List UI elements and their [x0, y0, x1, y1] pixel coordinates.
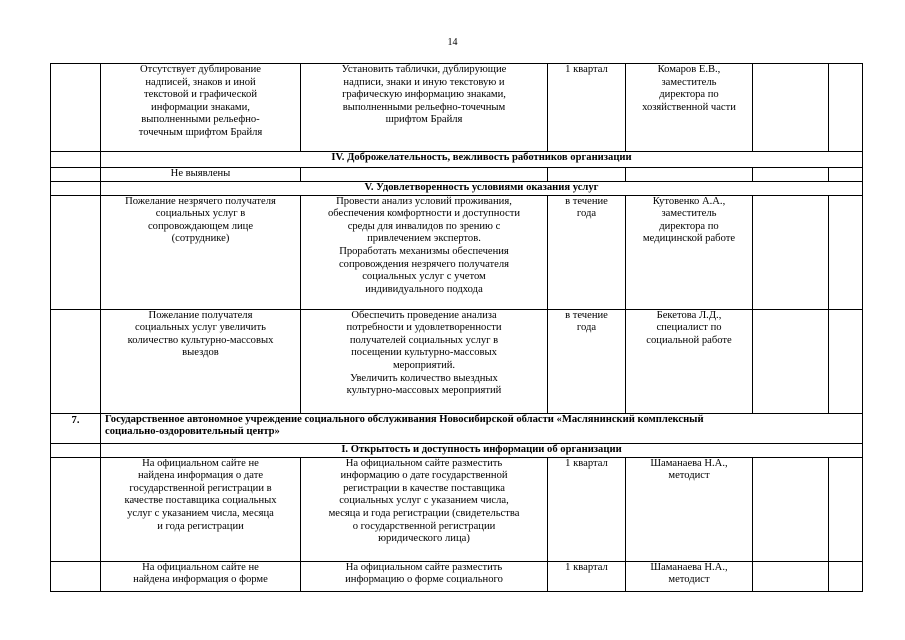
- date-cell: [829, 457, 863, 561]
- problem-cell-line: и года регистрации: [157, 520, 244, 532]
- table-row: [51, 168, 863, 182]
- result-cell: [753, 309, 829, 413]
- problem-cell-line: найдена информация о дате: [137, 470, 264, 482]
- section-heading: I. Открытость и доступность информации об организации: [101, 443, 863, 457]
- responsible-cell-line: директора по: [659, 220, 719, 232]
- measure-cell-line: графическую информацию знаками,: [342, 89, 506, 101]
- problem-cell-line: государственной регистрации в: [129, 482, 272, 494]
- measure-cell-line: Проработать механизмы обеспечения: [339, 245, 509, 257]
- responsible-cell-line: методист: [668, 574, 710, 586]
- responsible-cell-line: специалист по: [656, 322, 722, 334]
- org-name-line: Государственное автономное учреждение социального обслуживания Новосибирской области «Маслянинский комплексный: [105, 413, 704, 425]
- responsible-cell-line: заместитель: [661, 76, 717, 88]
- action-plan-table: [50, 63, 863, 592]
- problem-cell-line: На официальном сайте не: [142, 457, 259, 469]
- problem-cell: [101, 457, 301, 561]
- measure-cell-line: привлечением экспертов.: [367, 233, 481, 245]
- responsible-cell-line: медицинской работе: [642, 233, 736, 245]
- problem-cell: [101, 309, 301, 413]
- result-cell: [753, 561, 829, 591]
- responsible-cell-line: заместитель: [661, 208, 717, 220]
- measure-cell-line: Обеспечить проведение анализа: [351, 309, 497, 321]
- measure-cell-line: выполненными рельефно-точечным: [342, 101, 506, 113]
- measure-cell: [301, 561, 548, 591]
- number-cell: [51, 64, 101, 152]
- measure-cell: [301, 64, 548, 152]
- term-cell-line: года: [576, 322, 597, 334]
- problem-cell: [101, 64, 301, 152]
- responsible-cell-line: Комаров Е.В.,: [657, 64, 721, 75]
- term-cell: [548, 561, 626, 591]
- measure-cell-line: о государственной регистрации: [352, 520, 496, 532]
- result-cell: [753, 457, 829, 561]
- measure-cell-line: среды для инвалидов по зрению с: [347, 220, 501, 232]
- problem-cell-line: точечным шрифтом Брайля: [138, 126, 263, 138]
- measure-cell-line: регистрации в качестве поставщика: [343, 482, 505, 494]
- result-cell: [753, 64, 829, 152]
- responsible-cell-line: директора по: [659, 89, 719, 101]
- org-number: 7.: [51, 413, 101, 443]
- measure-cell-line: посещении культурно-массовых: [351, 347, 497, 359]
- measure-cell-line: культурно-массовых мероприятий: [346, 385, 502, 397]
- problem-cell-line: количество культурно-массовых: [127, 334, 274, 346]
- responsible-cell-line: Бекетова Л.Д.,: [656, 309, 722, 321]
- problem-cell-line: социальных услуг увеличить: [135, 322, 266, 334]
- measure-cell-line: сопровождения незрячего получателя: [338, 258, 510, 270]
- measure-cell-line: социальных услуг с указанием числа,: [339, 495, 509, 507]
- problem-cell-line: текстовой и графической: [143, 89, 257, 101]
- term-cell: [548, 195, 626, 309]
- number-cell: [51, 181, 101, 195]
- term-cell: [548, 168, 626, 182]
- responsible-cell-line: социальной работе: [646, 334, 732, 346]
- responsible-cell: [626, 561, 753, 591]
- number-cell: [51, 152, 101, 168]
- responsible-cell-line: Шаманаева Н.А.,: [650, 457, 728, 469]
- date-cell: [829, 309, 863, 413]
- number-cell: [51, 168, 101, 182]
- problem-cell-line: надписей, знаков и иной: [145, 76, 256, 88]
- measure-cell-line: информацию о форме социального: [345, 574, 503, 586]
- problem-cell: [101, 561, 301, 591]
- term-cell-line: 1 квартал: [565, 561, 608, 573]
- problem-cell: [101, 195, 301, 309]
- measure-cell: [301, 195, 548, 309]
- term-cell-line: года: [576, 208, 597, 220]
- measure-cell-line: Провести анализ условий проживания,: [336, 195, 512, 207]
- table-row: [51, 152, 863, 168]
- org-name: [101, 413, 863, 443]
- responsible-cell-line: хозяйственной части: [642, 101, 736, 113]
- measure-cell-line: На официальном сайте разместить: [345, 561, 503, 573]
- measure-cell-line: Установить таблички, дублирующие: [341, 64, 507, 75]
- number-cell: [51, 195, 101, 309]
- date-cell: [829, 64, 863, 152]
- problem-cell-line: На официальном сайте не: [142, 561, 259, 573]
- measure-cell-line: социальных услуг с учетом: [362, 271, 486, 283]
- problem-cell-line: Пожелание получателя: [148, 309, 253, 321]
- problem-cell-line: Пожелание незрячего получателя: [125, 195, 276, 207]
- problem-cell-line: Не выявлены: [170, 168, 231, 179]
- measure-cell-line: месяца и года регистрации (свидетельства: [328, 507, 520, 519]
- table-row: [51, 195, 863, 309]
- number-cell: [51, 561, 101, 591]
- measure-cell-line: информацию о дате государственной: [340, 470, 508, 482]
- term-cell: [548, 309, 626, 413]
- term-cell-line: 1 квартал: [565, 457, 608, 469]
- problem-cell-line: социальных услуг в: [155, 208, 246, 220]
- measure-cell-line: обеспечения комфортности и доступности: [327, 208, 521, 220]
- problem-cell-line: сопровождающем лице: [147, 220, 254, 232]
- page-number: 14: [447, 37, 458, 48]
- responsible-cell-line: Шаманаева Н.А.,: [650, 561, 728, 573]
- problem-cell: [101, 168, 301, 182]
- responsible-cell: [626, 457, 753, 561]
- problem-cell-line: услуг с указанием числа, месяца: [127, 507, 274, 519]
- table-row: [51, 64, 863, 152]
- responsible-cell-line: Кутовенко А.А.,: [652, 195, 726, 207]
- problem-cell-line: качестве поставщика социальных: [124, 495, 277, 507]
- section-heading: V. Удовлетворенность условиями оказания услуг: [101, 181, 863, 195]
- section-heading: IV. Доброжелательность, вежливость работников организации: [101, 152, 863, 168]
- measure-cell: [301, 168, 548, 182]
- table-row: [51, 181, 863, 195]
- responsible-cell: [626, 309, 753, 413]
- measure-cell: [301, 457, 548, 561]
- measure-cell-line: получателей социальных услуг в: [349, 334, 499, 346]
- date-cell: [829, 561, 863, 591]
- measure-cell-line: надписи, знаки и иную текстовую и: [343, 76, 505, 88]
- problem-cell-line: найдена информация о форме: [133, 574, 268, 586]
- measure-cell-line: На официальном сайте разместить: [345, 457, 503, 469]
- problem-cell-line: выездов: [182, 347, 219, 359]
- table-row: [51, 561, 863, 591]
- result-cell: [753, 195, 829, 309]
- term-cell: [548, 457, 626, 561]
- problem-cell-line: Отсутствует дублирование: [140, 64, 261, 75]
- org-name-line: социально-оздоровительный центр»: [105, 426, 280, 438]
- responsible-cell: [626, 195, 753, 309]
- table-row: [51, 413, 863, 443]
- measure-cell-line: мероприятий.: [392, 359, 456, 371]
- number-cell: [51, 457, 101, 561]
- problem-cell-line: выполненными рельефно-: [141, 114, 260, 126]
- term-cell-line: 1 квартал: [565, 64, 608, 75]
- term-cell: [548, 64, 626, 152]
- measure-cell-line: юридического лица): [378, 533, 470, 545]
- term-cell-line: в течение: [565, 195, 608, 207]
- term-cell-line: в течение: [565, 309, 608, 321]
- date-cell: [829, 195, 863, 309]
- date-cell: [829, 168, 863, 182]
- measure-cell-line: шрифтом Брайля: [385, 114, 463, 126]
- table-row: [51, 457, 863, 561]
- responsible-cell-line: методист: [668, 470, 710, 482]
- measure-cell-line: Увеличить количество выездных: [350, 372, 498, 384]
- responsible-cell: [626, 168, 753, 182]
- table-row: [51, 443, 863, 457]
- responsible-cell: [626, 64, 753, 152]
- measure-cell: [301, 309, 548, 413]
- measure-cell-line: индивидуального подхода: [365, 283, 483, 295]
- problem-cell-line: информации знаками,: [151, 101, 250, 113]
- result-cell: [753, 168, 829, 182]
- measure-cell-line: потребности и удовлетворенности: [346, 322, 502, 334]
- table-row: [51, 309, 863, 413]
- number-cell: [51, 309, 101, 413]
- number-cell: [51, 443, 101, 457]
- problem-cell-line: (сотруднике): [171, 233, 230, 245]
